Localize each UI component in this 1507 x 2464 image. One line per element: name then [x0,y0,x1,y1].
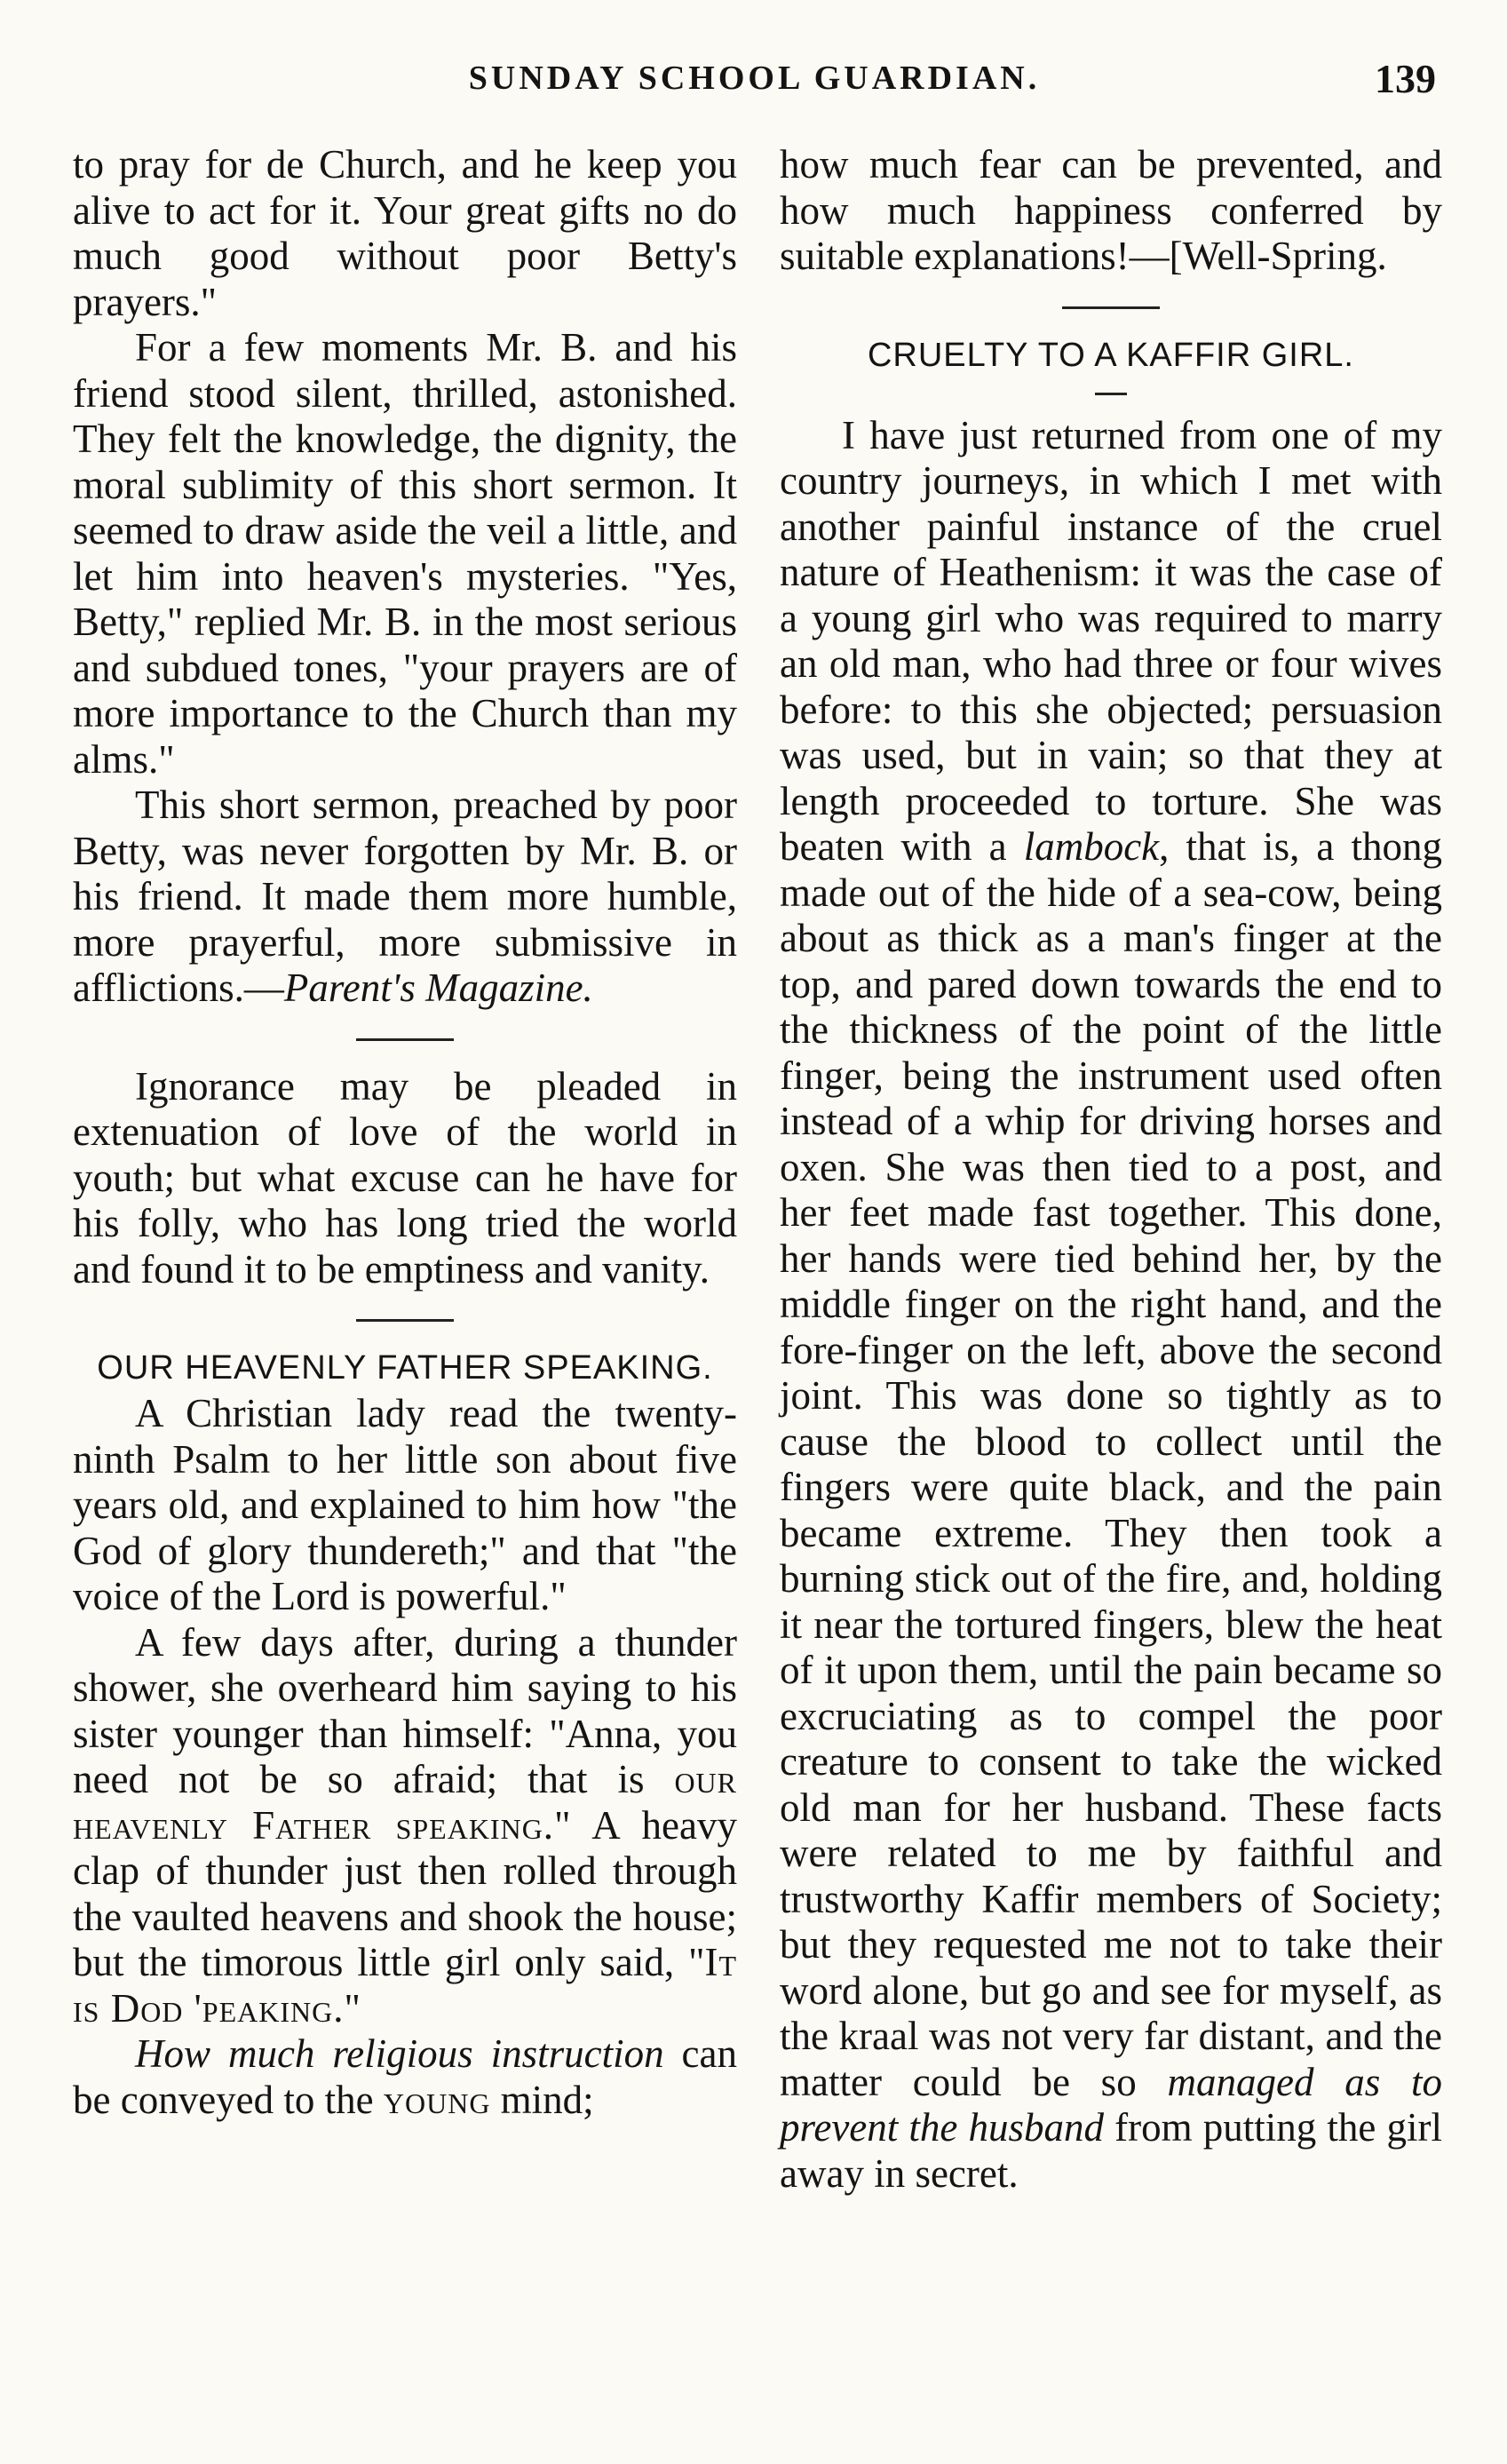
source-citation: Parent's Magazine. [283,966,593,1010]
paragraph-text: mind; [490,2077,594,2122]
small-caps-text: It is Dod 'peaking. [73,1940,737,2031]
page-header [73,55,1436,126]
section-divider [356,1319,454,1322]
paragraph: Ignorance may be pleaded in extenuation of love of the world in youth; but what excuse can he have for his folly, who has long tried the world and found it to be emptiness and vanity. [73,1063,737,1292]
italic-text: managed as to prevent the husband [780,2059,1442,2150]
article-heading: CRUELTY TO A KAFFIR GIRL. [867,336,1354,374]
running-title: SUNDAY SCHOOL GUARDIAN. [468,60,1041,97]
paragraph-text: from putting the girl away in secret. [780,2105,1442,2196]
article-heading: OUR HEAVENLY FATHER SPEAKING. [97,1349,713,1387]
paragraph [73,1620,737,2032]
paragraph-text: This short sermon, preached by poor Betty, was never forgotten by Mr. B. or his friend. It made them more humble, more prayerful, more submissive in afflictions.— [73,783,737,1010]
heading-dash [1095,393,1127,395]
paragraph-text: " A heavy clap of thunder just then rolled through the vaulted heavens and shook the house; but the timorous little girl only said, " [73,1802,737,1984]
small-caps-text: young [383,2077,491,2122]
italic-text: lambock [1023,824,1160,869]
page-number: 139 [1375,56,1436,101]
paragraph [73,783,737,1012]
paragraph [780,413,1442,2198]
left-column [73,142,737,2123]
paragraph: how much fear can be prevented, and how much happiness conferred by suitable explanations!—[Well-Spring. [780,142,1442,278]
paragraph: to pray for de Church, and he keep you alive to act for it. Your great gifts no do much good without poor Betty's prayers." [73,142,737,324]
paragraph: A Christian lady read the twenty-ninth Psalm to her little son about five years old, and explained to him how "the God of glory thundereth;" and that "the voice of the Lord is powerful." [73,1391,737,1618]
paragraph-text: can be conveyed to the [73,2031,738,2122]
paragraph-text: " [344,1985,361,2031]
italic-text: How much religious instruction [135,2031,664,2076]
section-divider [1062,306,1160,309]
section-divider [356,1038,454,1041]
paragraph-text: A few days after, during a thunder shower, she overheard him saying to his sister younger than himself: "Anna, you need not be so afraid; that is [73,1619,737,1801]
paragraph-text: , that is, a thong made out of the hide of a sea-cow, being about as thick as a man's finger at the top, and pared down towards the end to the thickness of the point of the little finger, being the instrument used often instead of a whip for driving horses and oxen. She was then tied to a post, and her feet made fast together. This done, her hands were tied behind her, by the middle finger on the right hand, and the fore-finger on the left, above the second joint. This was done so tightly as to cause the blood to collect until the fingers were quite black, and the pain became extreme. They then took a burning stick out of the fire, and, holding it near the tortured fingers, blew the heat of it upon them, until the pain became so excruciating as to compel the poor creature to consent to take the wicked old man for her husband. These facts were related to me by faithful and trustworthy Kaffir members of Society; but they requested me not to take their word alone, but go and see for myself, as the kraal was not very far distant, and the matter could be so [780,824,1442,2104]
small-caps-text: our heavenly Father speaking. [73,1757,737,1848]
right-column [780,142,1442,2197]
paragraph-text: I have just returned from one of my country journeys, in which I met with another painful instance of the cruel nature of Heathenism: it was the case of a young girl who was required to marry an old man, who had three or four wives before: to this she objected; persuasion was used, but in vain; so that they at length proceeded to torture. She was beaten with a [780,412,1442,869]
paragraph: For a few moments Mr. B. and his friend stood silent, thrilled, astonished. They felt the knowledge, the dignity, the moral sublimity of this short sermon. It seemed to draw aside the veil a little, and let him into heaven's mysteries. "Yes, Betty," replied Mr. B. in the most serious and subdued tones, "your prayers are of more importance to the Church than my alms." [73,325,737,782]
paragraph [73,2031,737,2123]
